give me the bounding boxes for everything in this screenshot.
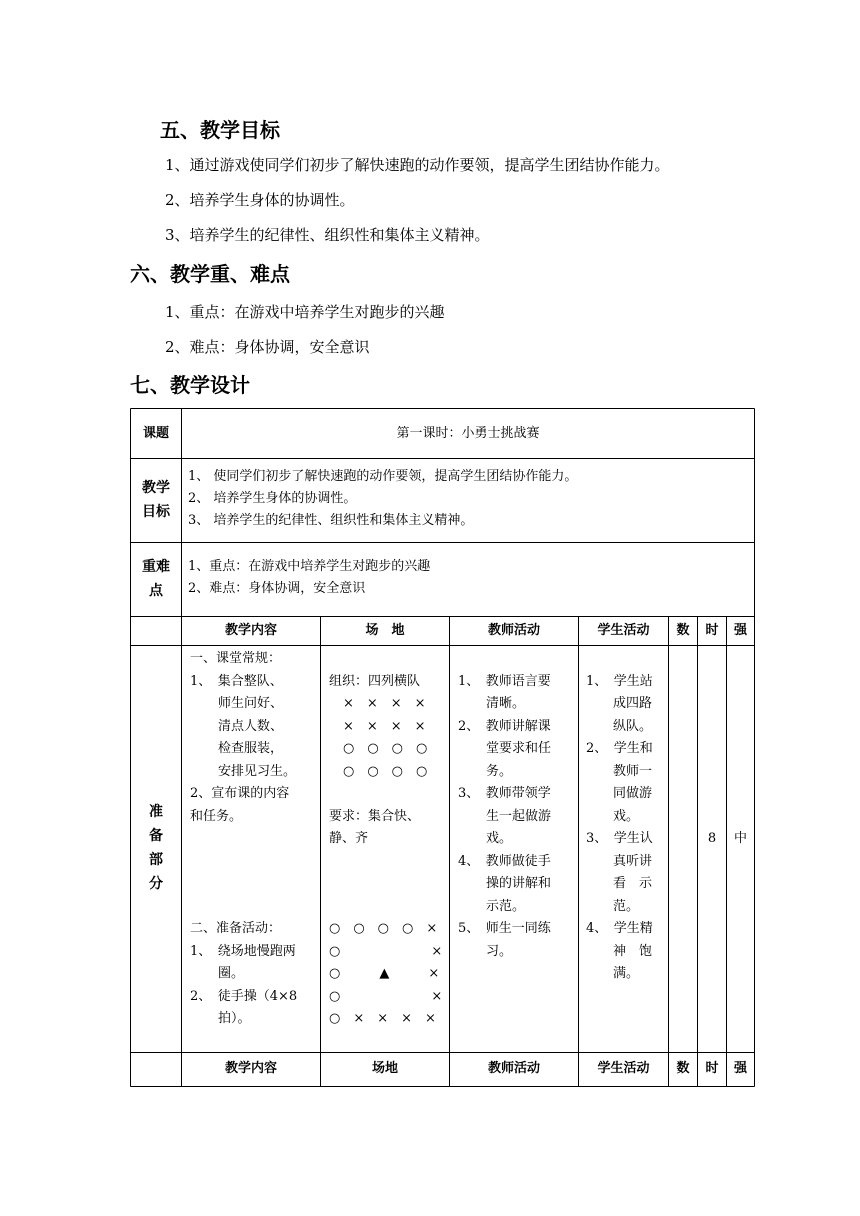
content-line: 2、 徒手操（4×8 [190,988,298,1004]
teacher-line: 3、 教师带领学 [458,786,551,801]
content-line: 安排见习生。 [218,763,297,779]
student-line: 2、 学生和 [586,741,653,756]
field-row: ○ ○ ○ ○ [343,763,428,779]
header-time: 时 [705,623,719,638]
teacher-line: 堂要求和任 [486,741,552,756]
student-line: 同做游 [613,786,653,801]
field-row: × × × × [343,718,426,734]
goals-label: 教学 目标 [142,480,170,520]
intensity-value: 中 [733,831,747,846]
student-line: 教师一 [613,763,653,779]
footer-header-count: 数 [676,1061,690,1076]
topic-value: 第一课时：小勇士挑战赛 [396,426,540,441]
footer-header-teacher: 教师活动 [487,1061,540,1076]
field-row: ○ × [329,988,443,1004]
field-requirement: 静、齐 [329,831,369,846]
keypoint-item-2: 2、难点：身体协调，安全意识 [165,338,370,356]
table-goal-1: 1、 使同学们初步了解快速跑的动作要领，提高学生团结协作能力。 [188,469,578,484]
content-line: 二、准备活动： [190,921,282,936]
content-line: 2、宣布课的内容 [190,786,290,801]
footer-header-intensity: 强 [733,1061,747,1076]
field-row: ○ × × × × [329,1011,436,1026]
content-line: 1、 集合整队、 [190,673,283,689]
student-line: 范。 [613,898,640,914]
table-goal-2: 2、 培养学生身体的协调性。 [188,491,357,506]
field-row: ○ × [329,943,443,959]
teacher-line: 习。 [486,943,513,959]
student-line: 满。 [613,966,640,981]
keypoints-label: 重难 点 [142,559,170,599]
field-organization: 组织：四列横队 [329,673,421,689]
goal-item-1: 1、通过游戏使同学们初步了解快速跑的动作要领，提高学生团结协作能力。 [165,156,670,174]
student-line: 真听讲 [613,853,653,869]
footer-header-content: 教学内容 [224,1061,277,1076]
field-row: × × × × [343,696,426,711]
content-line: 1、 绕场地慢跑两 [190,943,296,959]
table-keypoint-2: 2、难点：身体协调，安全意识 [188,581,366,596]
content-line: 检查服装， [218,741,284,756]
content-line: 一、课堂常规： [190,651,282,666]
content-line: 和任务。 [190,808,243,824]
field-row: ○ ○ ○ ○ [343,741,428,756]
student-line: 看 示 [613,876,653,891]
field-row: ○ ○ ○ ○ × [329,921,438,936]
topic-label: 课题 [142,426,169,441]
teacher-line: 生一起做游 [486,808,552,824]
content-line: 圈。 [218,966,245,981]
footer-header-field: 场地 [371,1061,398,1076]
table-goal-3: 3、 培养学生的纪律性、组织性和集体主义精神。 [188,513,474,528]
table-keypoint-1: 1、重点：在游戏中培养学生对跑步的兴趣 [188,559,431,574]
content-line: 清点人数、 [218,718,284,734]
footer-header-student: 学生活动 [597,1061,650,1076]
goal-item-3: 3、培养学生的纪律性、组织性和集体主义精神。 [165,226,490,244]
footer-header-time: 时 [705,1061,719,1076]
teacher-line: 示范。 [486,898,526,914]
header-count: 数 [676,623,690,638]
time-value: 8 [707,831,717,846]
part-label: 准 备 部 分 [149,804,163,892]
teacher-line: 务。 [486,763,513,779]
teacher-line: 4、 教师做徒手 [458,853,551,869]
content-line: 师生问好、 [218,696,284,711]
teacher-line: 1、 教师语言要 [458,673,551,689]
section-title-goals: 五、教学目标 [160,118,280,142]
section-title-design: 七、教学设计 [130,373,250,397]
student-line: 戏。 [613,808,640,824]
keypoint-item-1: 1、重点：在游戏中培养学生对跑步的兴趣 [165,303,445,321]
field-requirement: 要求：集合快、 [329,808,421,824]
header-field: 场 地 [365,623,405,638]
student-line: 3、 学生认 [586,831,653,846]
student-line: 1、 学生站 [586,673,653,689]
header-intensity: 强 [733,623,747,638]
teacher-line: 2、 教师讲解课 [458,718,551,734]
teacher-line: 戏。 [486,831,513,846]
content-line: 拍）。 [218,1011,251,1026]
section-title-keypoints: 六、教学重、难点 [130,262,290,286]
student-line: 神 饱 [613,943,653,959]
header-content: 教学内容 [224,623,277,638]
student-line: 纵队。 [613,718,653,734]
goal-item-2: 2、培养学生身体的协调性。 [165,191,355,209]
student-line: 4、 学生精 [586,921,653,936]
field-row: ○ ▲ × [329,966,440,981]
student-line: 成四路 [613,696,653,711]
header-teacher: 教师活动 [487,623,540,638]
teacher-line: 清晰。 [486,696,526,711]
header-student: 学生活动 [597,623,650,638]
teacher-line: 5、 师生一同练 [458,921,551,936]
teacher-line: 操的讲解和 [486,876,552,891]
